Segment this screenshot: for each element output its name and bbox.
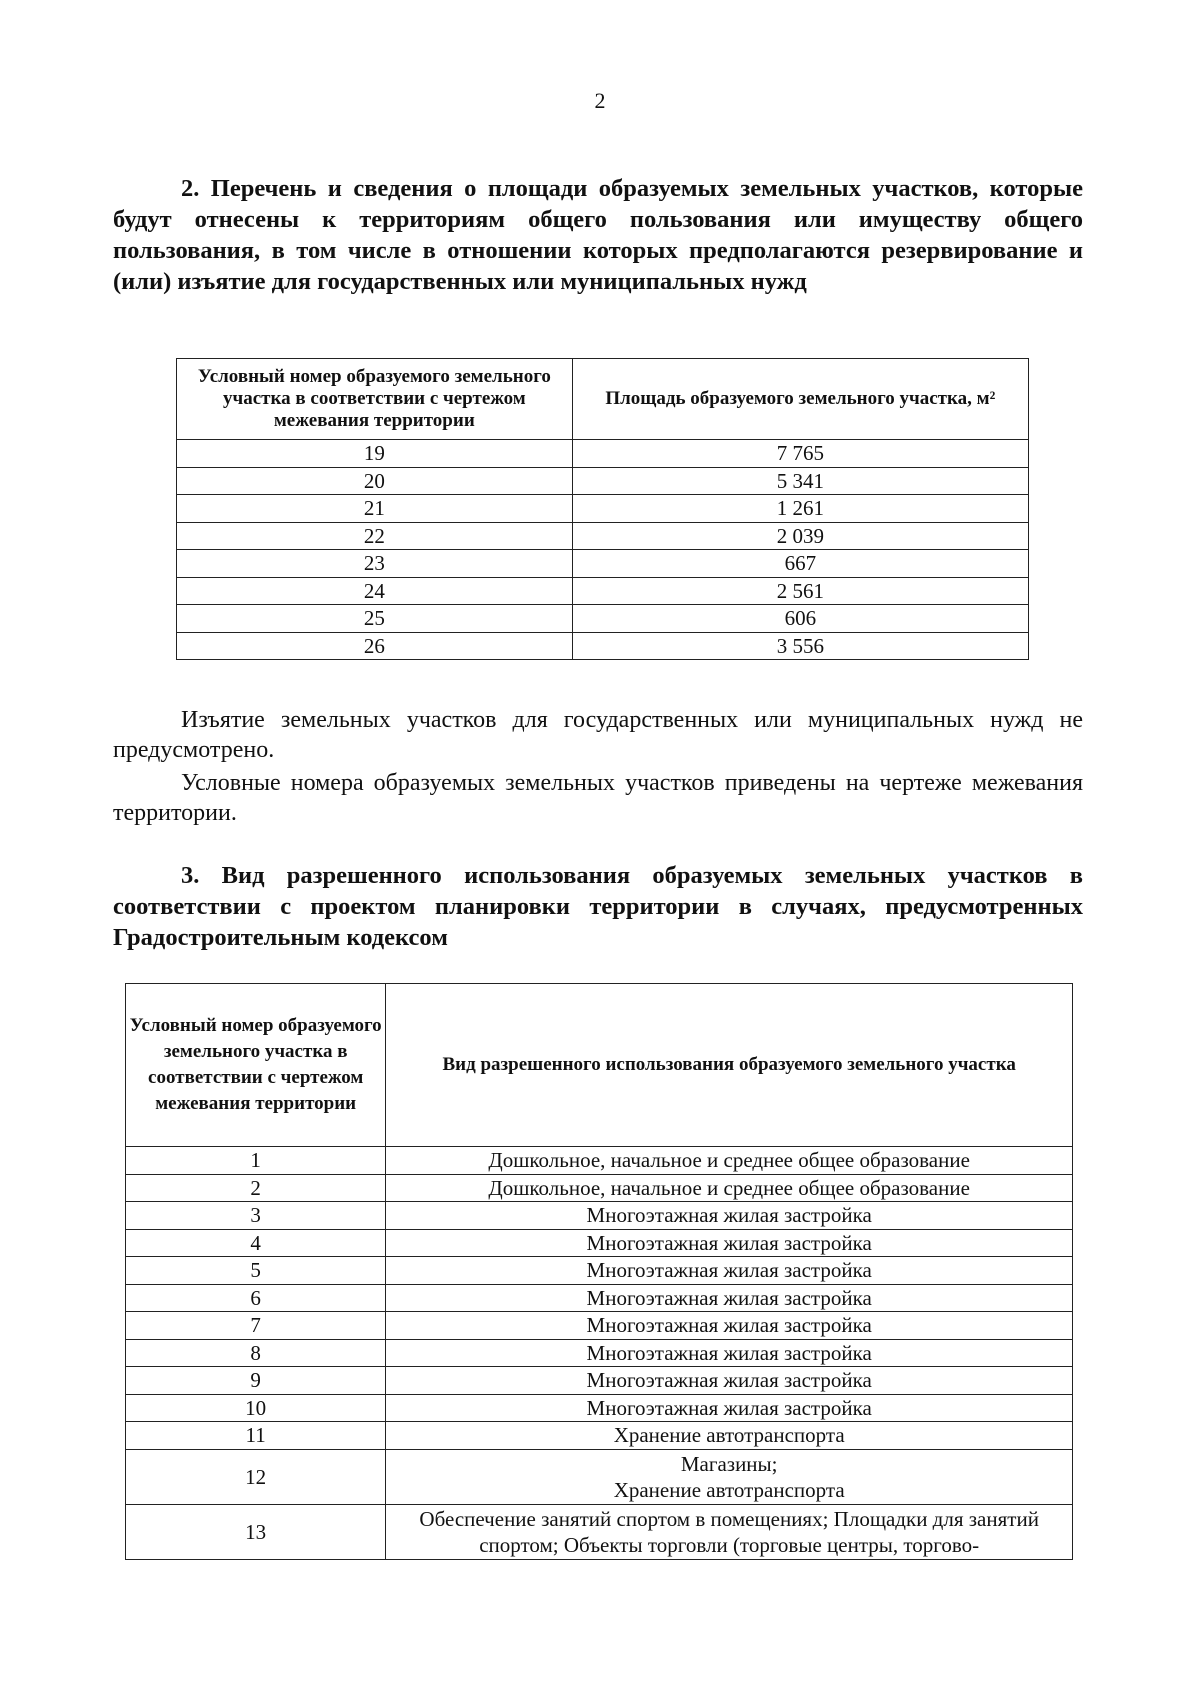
- table-row: [126, 1449, 1073, 1504]
- table-row: [126, 1284, 1073, 1312]
- land-area-table: [176, 358, 1029, 660]
- table-row: [177, 495, 1029, 523]
- table-row: [177, 440, 1029, 468]
- permitted-use-table: [125, 983, 1073, 1560]
- table-row: [126, 1312, 1073, 1340]
- table-row: [126, 1394, 1073, 1422]
- plot-area: 606: [572, 605, 1028, 633]
- permitted-use: Многоэтажная жилая застройка: [386, 1312, 1073, 1340]
- paragraph-no-seizure: Изъятие земельных участков для государственных или муниципальных нужд не предусмотрено.: [113, 707, 1083, 763]
- table-header-permitted-use: Вид разрешенного использования образуемого земельного участка: [386, 984, 1073, 1147]
- plot-number: 20: [177, 467, 573, 495]
- permitted-use: Многоэтажная жилая застройка: [386, 1339, 1073, 1367]
- plot-number: 21: [177, 495, 573, 523]
- plot-number: 12: [126, 1449, 386, 1504]
- table-header-plot-number: Условный номер образуемого земельного участка в соответствии с чертежом межевания территории: [177, 359, 573, 440]
- plot-number: 26: [177, 632, 573, 660]
- plot-area: 667: [572, 550, 1028, 578]
- table-row: [177, 605, 1029, 633]
- table-row: [126, 1257, 1073, 1285]
- plot-number: 1: [126, 1147, 386, 1175]
- table-row: [126, 1339, 1073, 1367]
- table-row: [177, 522, 1029, 550]
- table-row: [177, 550, 1029, 578]
- plot-area: 2 039: [572, 522, 1028, 550]
- plot-number: 7: [126, 1312, 386, 1340]
- plot-number: 13: [126, 1504, 386, 1559]
- table-row: [126, 1202, 1073, 1230]
- plot-number: 25: [177, 605, 573, 633]
- permitted-use: Многоэтажная жилая застройка: [386, 1284, 1073, 1312]
- permitted-use: Хранение автотранспорта: [386, 1422, 1073, 1450]
- table-row: [177, 467, 1029, 495]
- plot-area: 3 556: [572, 632, 1028, 660]
- permitted-use: Многоэтажная жилая застройка: [386, 1257, 1073, 1285]
- plot-number: 23: [177, 550, 573, 578]
- permitted-use: Многоэтажная жилая застройка: [386, 1229, 1073, 1257]
- page-number: 2: [594, 88, 606, 113]
- plot-number: 10: [126, 1394, 386, 1422]
- table-header-area: Площадь образуемого земельного участка, м²: [572, 359, 1028, 440]
- plot-number: 5: [126, 1257, 386, 1285]
- table-row: [126, 1174, 1073, 1202]
- table-header-plot-number: Условный номер образуемого земельного участка в соответствии с чертежом межевания территории: [126, 984, 386, 1147]
- permitted-use: Многоэтажная жилая застройка: [386, 1367, 1073, 1395]
- table-row: [126, 1422, 1073, 1450]
- plot-area: 7 765: [572, 440, 1028, 468]
- plot-area: 5 341: [572, 467, 1028, 495]
- table-row: [126, 1147, 1073, 1175]
- plot-number: 6: [126, 1284, 386, 1312]
- plot-number: 4: [126, 1229, 386, 1257]
- plot-number: 2: [126, 1174, 386, 1202]
- plot-number: 3: [126, 1202, 386, 1230]
- plot-number: 19: [177, 440, 573, 468]
- table-row: [126, 1504, 1073, 1559]
- plot-number: 22: [177, 522, 573, 550]
- permitted-use: Магазины; Хранение автотранспорта: [386, 1449, 1073, 1504]
- section-3-heading: 3. Вид разрешенного использования образуемых земельных участков в соответствии с проектом планировки территории в случаях, предусмотренных Градостроительным кодексом: [113, 862, 1083, 951]
- permitted-use: Обеспечение занятий спортом в помещениях; Площадки для занятий спортом; Объекты торговли (торговые центры, торгово-: [386, 1504, 1073, 1559]
- permitted-use: Дошкольное, начальное и среднее общее образование: [386, 1147, 1073, 1175]
- plot-number: 8: [126, 1339, 386, 1367]
- table-row: [126, 1367, 1073, 1395]
- table-row: [126, 1229, 1073, 1257]
- plot-number: 24: [177, 577, 573, 605]
- permitted-use: Многоэтажная жилая застройка: [386, 1394, 1073, 1422]
- table-row: [177, 632, 1029, 660]
- permitted-use: Дошкольное, начальное и среднее общее образование: [386, 1174, 1073, 1202]
- plot-area: 1 261: [572, 495, 1028, 523]
- permitted-use: Многоэтажная жилая застройка: [386, 1202, 1073, 1230]
- section-2-heading: 2. Перечень и сведения о площади образуемых земельных участков, которые будут отнесены к территориям общего пользования или имуществу общего пользования, в том числе в отношении которых предполагаются резервирование и (или) изъятие для государственных или муниципальных нужд: [113, 175, 1083, 295]
- plot-number: 9: [126, 1367, 386, 1395]
- plot-number: 11: [126, 1422, 386, 1450]
- table-row: [177, 577, 1029, 605]
- plot-area: 2 561: [572, 577, 1028, 605]
- paragraph-plot-numbers-note: Условные номера образуемых земельных участков приведены на чертеже межевания территории.: [113, 770, 1083, 826]
